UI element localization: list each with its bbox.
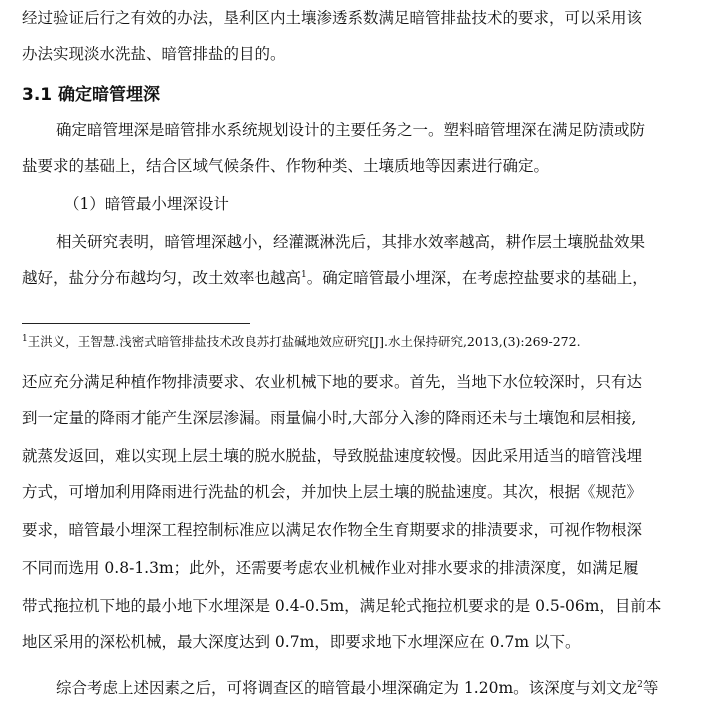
paragraph-line: 到一定量的降雨才能产生深层渗漏。雨量偏小时,大部分入渗的降雨还未与土壤饱和层相接,: [22, 409, 637, 427]
paragraph-line: 方式，可增加利用降雨进行洗盐的机会，并加快上层土壤的脱盐速度。其次，根据《规范》: [22, 483, 643, 501]
footnote-marker: 1: [301, 269, 307, 280]
paragraph-line: 还应充分满足种植作物排渍要求、农业机械下地的要求。首先，当地下水位较深时，只有达: [22, 373, 643, 391]
footnote-number: 1: [22, 334, 28, 344]
paragraph-text: 。确定暗管最小埋深，在考虑控盐要求的基础上，: [306, 269, 648, 287]
section-heading: 3.1 确定暗管埋深: [22, 85, 161, 105]
footnote: [22, 334, 690, 350]
paragraph-line: 地区采用的深松机械，最大深度达到 0.7m，即要求地下水埋深应在 0.7m 以下。: [22, 633, 581, 651]
paragraph-text: 越好，盐分分布越均匀，改土效率也越高: [22, 269, 302, 287]
subheading: （1）暗管最小埋深设计: [64, 195, 229, 213]
paragraph-line-with-footnote: [22, 268, 690, 288]
paragraph-line: 带式拖拉机下地的最小地下水埋深是 0.4-0.5m，满足轮式拖拉机要求的是 0.5-06m，目前本: [22, 597, 662, 615]
paragraph-line: 盐要求的基础上，结合区域气候条件、作物种类、土壤质地等因素进行确定。: [22, 157, 550, 175]
paragraph-line: 确定暗管埋深是暗管排水系统规划设计的主要任务之一。塑料暗管埋深在满足防渍或防: [56, 121, 646, 139]
footnote-marker: 2: [637, 679, 643, 690]
paragraph-line-with-footnote: [56, 678, 690, 698]
paragraph-text: 综合考虑上述因素之后，可将调查区的暗管最小埋深确定为 1.20m。该深度与刘文龙: [56, 679, 638, 697]
paragraph-line: 就蒸发返回，难以实现上层土壤的脱水脱盐，导致脱盐速度较慢。因此采用适当的暗管浅埋: [22, 447, 643, 465]
paragraph-line: 相关研究表明，暗管埋深越小，经灌溉淋洗后，其排水效率越高，耕作层土壤脱盐效果: [56, 233, 646, 251]
footnote-text: 王洪义，王智慧.浅密式暗管排盐技术改良苏打盐碱地效应研究[J].水土保持研究,2013,(3):269-272.: [27, 334, 581, 349]
footnote-separator: [22, 323, 250, 324]
paragraph-line: 要求，暗管最小埋深工程控制标准应以满足农作物全生育期要求的排渍要求，可视作物根深: [22, 521, 643, 539]
paragraph-text: 等: [642, 679, 659, 697]
paragraph-line: 经过验证后行之有效的办法，垦利区内土壤渗透系数满足暗管排盐技术的要求，可以采用该: [22, 9, 643, 27]
paragraph-line: 不同而选用 0.8-1.3m；此外，还需要考虑农业机械作业对排水要求的排渍深度，如满足履: [22, 559, 639, 577]
paragraph-line: 办法实现淡水洗盐、暗管排盐的目的。: [22, 45, 286, 63]
